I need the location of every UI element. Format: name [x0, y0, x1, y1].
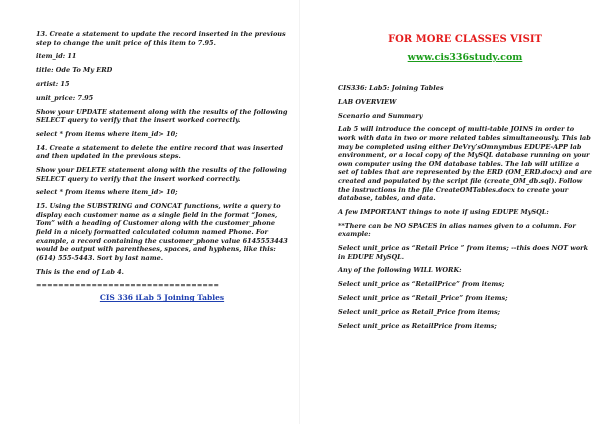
banner-link[interactable]: www.cis336study.com — [407, 52, 523, 63]
paragraph: CIS336: Lab5: Joining Tables — [338, 84, 444, 92]
paragraph: Select unit_price as Retail_Price from items; — [338, 307, 501, 316]
paragraph: artist: 15 — [36, 79, 70, 88]
paragraph: select * from items where item_id> 10; — [36, 129, 178, 138]
paragraph: Show your DELETE statement along with the results of the following SELECT query to verify that the insert worked correctly. — [36, 166, 287, 183]
paragraph: A few IMPORTANT things to note if using EDUPE MySQL: — [338, 207, 549, 216]
footer-link[interactable]: CIS 336 iLab 5 Joining Tables — [99, 293, 225, 303]
paragraph: **There can be NO SPACES in alias names given to a column. For example: — [338, 221, 576, 239]
paragraph: Select unit_price as “Retail_Price” from items; — [338, 293, 508, 302]
paragraph: Select unit_price as RetailPrice from items; — [338, 321, 497, 330]
right-page — [300, 0, 600, 424]
paragraph: Show your UPDATE statement along with the results of the following SELECT query to verify that the insert worked correctly. — [36, 107, 288, 125]
banner-text: FOR MORE CLASSES VISIT — [388, 34, 542, 45]
paragraph: select * from items where item_id> 10; — [36, 188, 178, 197]
paragraph: 14. Create a statement to delete the entire record that was inserted and then updated in the previous steps. — [36, 143, 284, 161]
paragraph: unit_price: 7.95 — [36, 93, 94, 102]
separator-line: ================================= — [36, 281, 220, 290]
paragraph: Scenario and Summary — [338, 111, 423, 120]
paragraph: 13. Create a statement to update the record inserted in the previous step to change the unit price of this item to 7.95. — [36, 30, 286, 47]
paragraph: Select unit_price as “Retail Price ” from items; --this does NOT work in EDUPE MySQL. — [338, 244, 589, 261]
spacer — [338, 70, 592, 84]
paragraph: title: Ode To My ERD — [36, 66, 113, 75]
paragraph: This is the end of Lab 4. — [36, 267, 124, 276]
paragraph: Lab 5 will introduce the concept of multi-table JOINS in order to work with data in two or more related tables simultaneously. This lab may be completed using either DeVry’sOmnymbus EDUPE-APP lab environment, or a local copy of the MySQL database running on your own computer using the OM database tables. The lab will utilize a set of tables that are represented by the ERD (OM_ERD.docx) and are created and populated by the script file (create_OM_db.sql). Follow the instructions in the file CreateOMTables.docx to create your database, tables, and data. — [338, 125, 592, 203]
paragraph: LAB OVERVIEW — [338, 97, 397, 106]
paragraph: Select unit_price as “RetailPrice” from items; — [338, 280, 505, 289]
paragraph: 15. Using the SUBSTRING and CONCAT functions, write a query to display each customer name as a single field in the format “Jones, Tom” with a heading of Customer along with the customer_phone field in a nicely formatted calculated column named Phone. For example, a record containing the customer_phone value 6145553443 would be output with parentheses, spaces, and hyphens, like this: (614) 555-5443. Sort by last name. — [36, 202, 288, 262]
paragraph: item_id: 11 — [36, 52, 77, 61]
paragraph: Any of the following WILL WORK: — [338, 266, 462, 275]
